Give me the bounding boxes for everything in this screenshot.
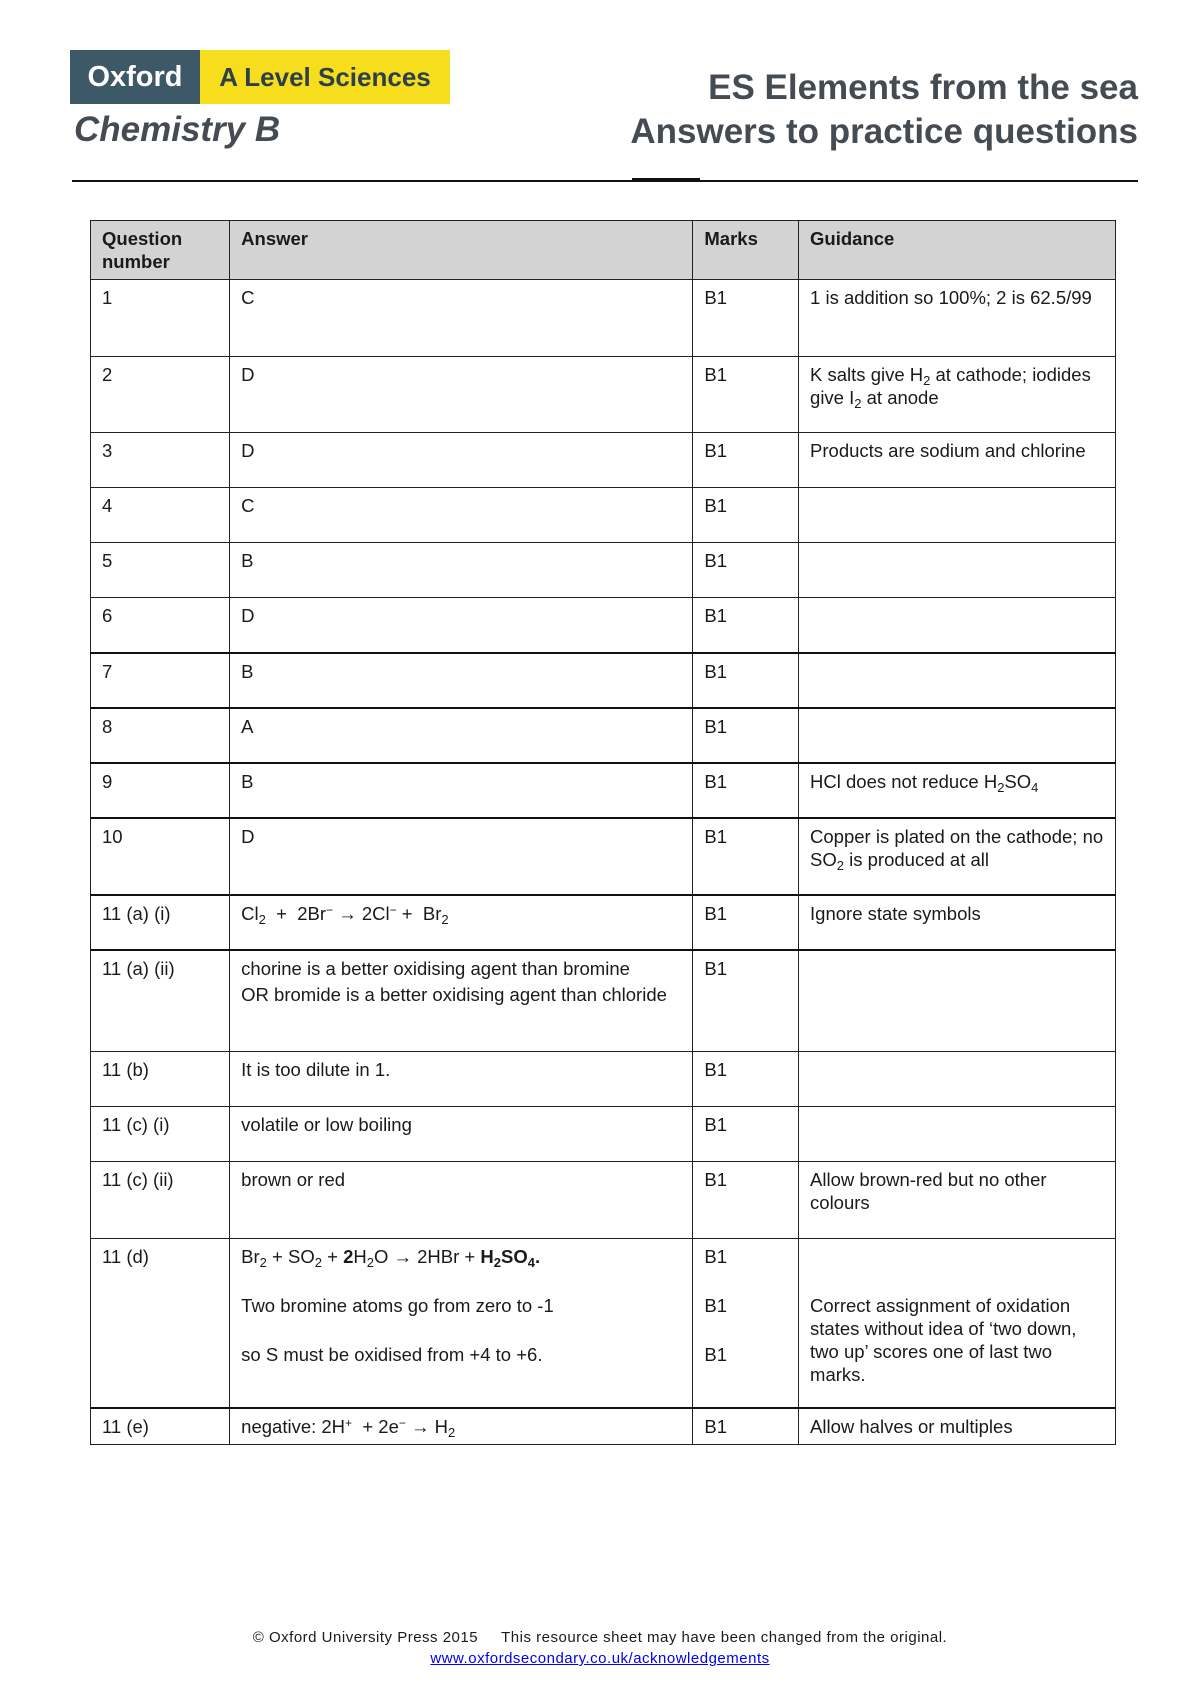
guidance-cell: Copper is plated on the cathode; no $SO_2$ is produced at all — [799, 818, 1116, 895]
marks-cell: B1 — [693, 1107, 799, 1162]
logo-series-block: A Level Sciences — [200, 50, 450, 104]
table-row — [91, 950, 1116, 1052]
question-number: 11 (b) — [91, 1052, 230, 1107]
answer-cell: B — [230, 543, 693, 598]
copyright-notice: © Oxford University Press 2015 This resource sheet may have been changed from the original. — [252, 1629, 948, 1646]
marks-cell: B1 — [693, 433, 799, 488]
header-rule — [72, 180, 1138, 182]
answer-cell: A — [230, 708, 693, 763]
table-row — [91, 895, 1116, 950]
marks-cell: B1 — [693, 598, 799, 653]
question-number: 10 — [91, 818, 230, 895]
marks-cell: B1 — [693, 1052, 799, 1107]
marks-cell: B1 — [693, 895, 799, 950]
marks-cell: B1 B1 B1 — [693, 1239, 799, 1408]
guidance-cell — [799, 543, 1116, 598]
subject-title: Chemistry B — [74, 110, 281, 149]
answer-cell: B — [230, 763, 693, 818]
question-number: 11 (c) (ii) — [91, 1162, 230, 1239]
question-number: 9 — [91, 763, 230, 818]
document-title — [630, 66, 1138, 154]
table-row — [91, 1162, 1116, 1239]
answer-cell: volatile or low boiling — [230, 1107, 693, 1162]
question-number: 11 (c) (i) — [91, 1107, 230, 1162]
table-row — [91, 763, 1116, 818]
table-row — [91, 433, 1116, 488]
document-title-line2: Answers to practice questions — [630, 112, 1138, 151]
question-number: 6 — [91, 598, 230, 653]
table-row — [91, 488, 1116, 543]
marks-cell: B1 — [693, 543, 799, 598]
table-row — [91, 280, 1116, 357]
guidance-cell — [799, 708, 1116, 763]
question-number: 8 — [91, 708, 230, 763]
guidance-cell — [799, 1052, 1116, 1107]
question-number: 5 — [91, 543, 230, 598]
answer-cell: D — [230, 818, 693, 895]
guidance-cell: HCl does not reduce $H_2SO_4$ — [799, 763, 1116, 818]
logo-oxford-block: Oxford — [70, 50, 200, 104]
marks-cell: B1 — [693, 950, 799, 1052]
table-row — [91, 543, 1116, 598]
guidance-cell — [799, 1107, 1116, 1162]
guidance-cell — [799, 950, 1116, 1052]
guidance-cell — [799, 653, 1116, 708]
marks-cell: B1 — [693, 1162, 799, 1239]
answer-cell: B — [230, 653, 693, 708]
table-row — [91, 1239, 1116, 1408]
marks-cell: B1 — [693, 653, 799, 708]
guidance-cell: K salts give $H_2$ at cathode; iodides give $I_2$ at anode — [799, 357, 1116, 433]
answer-cell: C — [230, 488, 693, 543]
column-header-marks: Marks — [693, 221, 799, 280]
marks-cell: B1 — [693, 818, 799, 895]
question-number: 11 (a) (i) — [91, 895, 230, 950]
answer-cell: C — [230, 280, 693, 357]
table-row — [91, 357, 1116, 433]
oxford-logo — [70, 50, 450, 104]
answer-cell: $Cl_2 + 2Br^- \to 2Cl^- + Br_2$ — [230, 895, 693, 950]
table-row — [91, 598, 1116, 653]
question-number: 7 — [91, 653, 230, 708]
answers-table — [90, 220, 1116, 1445]
question-number: 1 — [91, 280, 230, 357]
marks-cell: B1 — [693, 280, 799, 357]
question-number: 4 — [91, 488, 230, 543]
column-header-guidance: Guidance — [799, 221, 1116, 280]
answer-cell: brown or red — [230, 1162, 693, 1239]
column-header-question: Question number — [91, 221, 230, 280]
document-title-line1: ES Elements from the sea — [708, 68, 1138, 107]
marks-cell: B1 — [693, 488, 799, 543]
guidance-cell: Ignore state symbols — [799, 895, 1116, 950]
equation-line: $Br_2 + SO_2 + 2H_2O \to 2HBr + H_2SO_4$. — [241, 1246, 541, 1270]
marks-cell: B1 — [693, 357, 799, 433]
question-number: 2 — [91, 357, 230, 433]
table-row — [91, 708, 1116, 763]
table-row — [91, 1107, 1116, 1162]
guidance-cell — [799, 488, 1116, 543]
table-header-row — [91, 221, 1116, 280]
question-number: 11 (a) (ii) — [91, 950, 230, 1052]
column-header-answer: Answer — [230, 221, 693, 280]
guidance-cell: Products are sodium and chlorine — [799, 433, 1116, 488]
table-row — [91, 653, 1116, 708]
table-row — [91, 818, 1116, 895]
guidance-cell: 1 is addition so 100%; 2 is 62.5/99 — [799, 280, 1116, 357]
answer-cell: chorine is a better oxidising agent than bromine OR bromide is a better oxidising agent than chloride — [230, 950, 693, 1052]
answer-cell: negative: $2H^+ + 2e^- \to H_2$ — [230, 1408, 693, 1445]
header-rule-accent — [632, 178, 700, 180]
page-footer — [0, 1627, 1200, 1669]
guidance-cell: Allow brown-red but no other colours — [799, 1162, 1116, 1239]
answer-cell: $Br_2 + SO_2 + 2H_2O \to 2HBr + H_2SO_4$. Two bromine atoms go from zero to -1 so S must be oxidised from +4 to +6. — [230, 1239, 693, 1408]
question-number: 11 (e) — [91, 1408, 230, 1445]
table-row — [91, 1408, 1116, 1445]
marks-cell: B1 — [693, 708, 799, 763]
guidance-cell — [799, 598, 1116, 653]
question-number: 11 (d) — [91, 1239, 230, 1408]
marks-cell: B1 — [693, 1408, 799, 1445]
guidance-cell: Correct assignment of oxidation states without idea of ‘two down, two up’ scores one of last two marks. — [799, 1239, 1116, 1408]
question-number: 3 — [91, 433, 230, 488]
acknowledgements-link[interactable]: www.oxfordsecondary.co.uk/acknowledgements — [430, 1650, 770, 1667]
answer-cell: D — [230, 357, 693, 433]
answer-cell: D — [230, 598, 693, 653]
marks-cell: B1 — [693, 763, 799, 818]
table-row — [91, 1052, 1116, 1107]
answer-cell: D — [230, 433, 693, 488]
answer-cell: It is too dilute in 1. — [230, 1052, 693, 1107]
guidance-cell: Allow halves or multiples — [799, 1408, 1116, 1445]
